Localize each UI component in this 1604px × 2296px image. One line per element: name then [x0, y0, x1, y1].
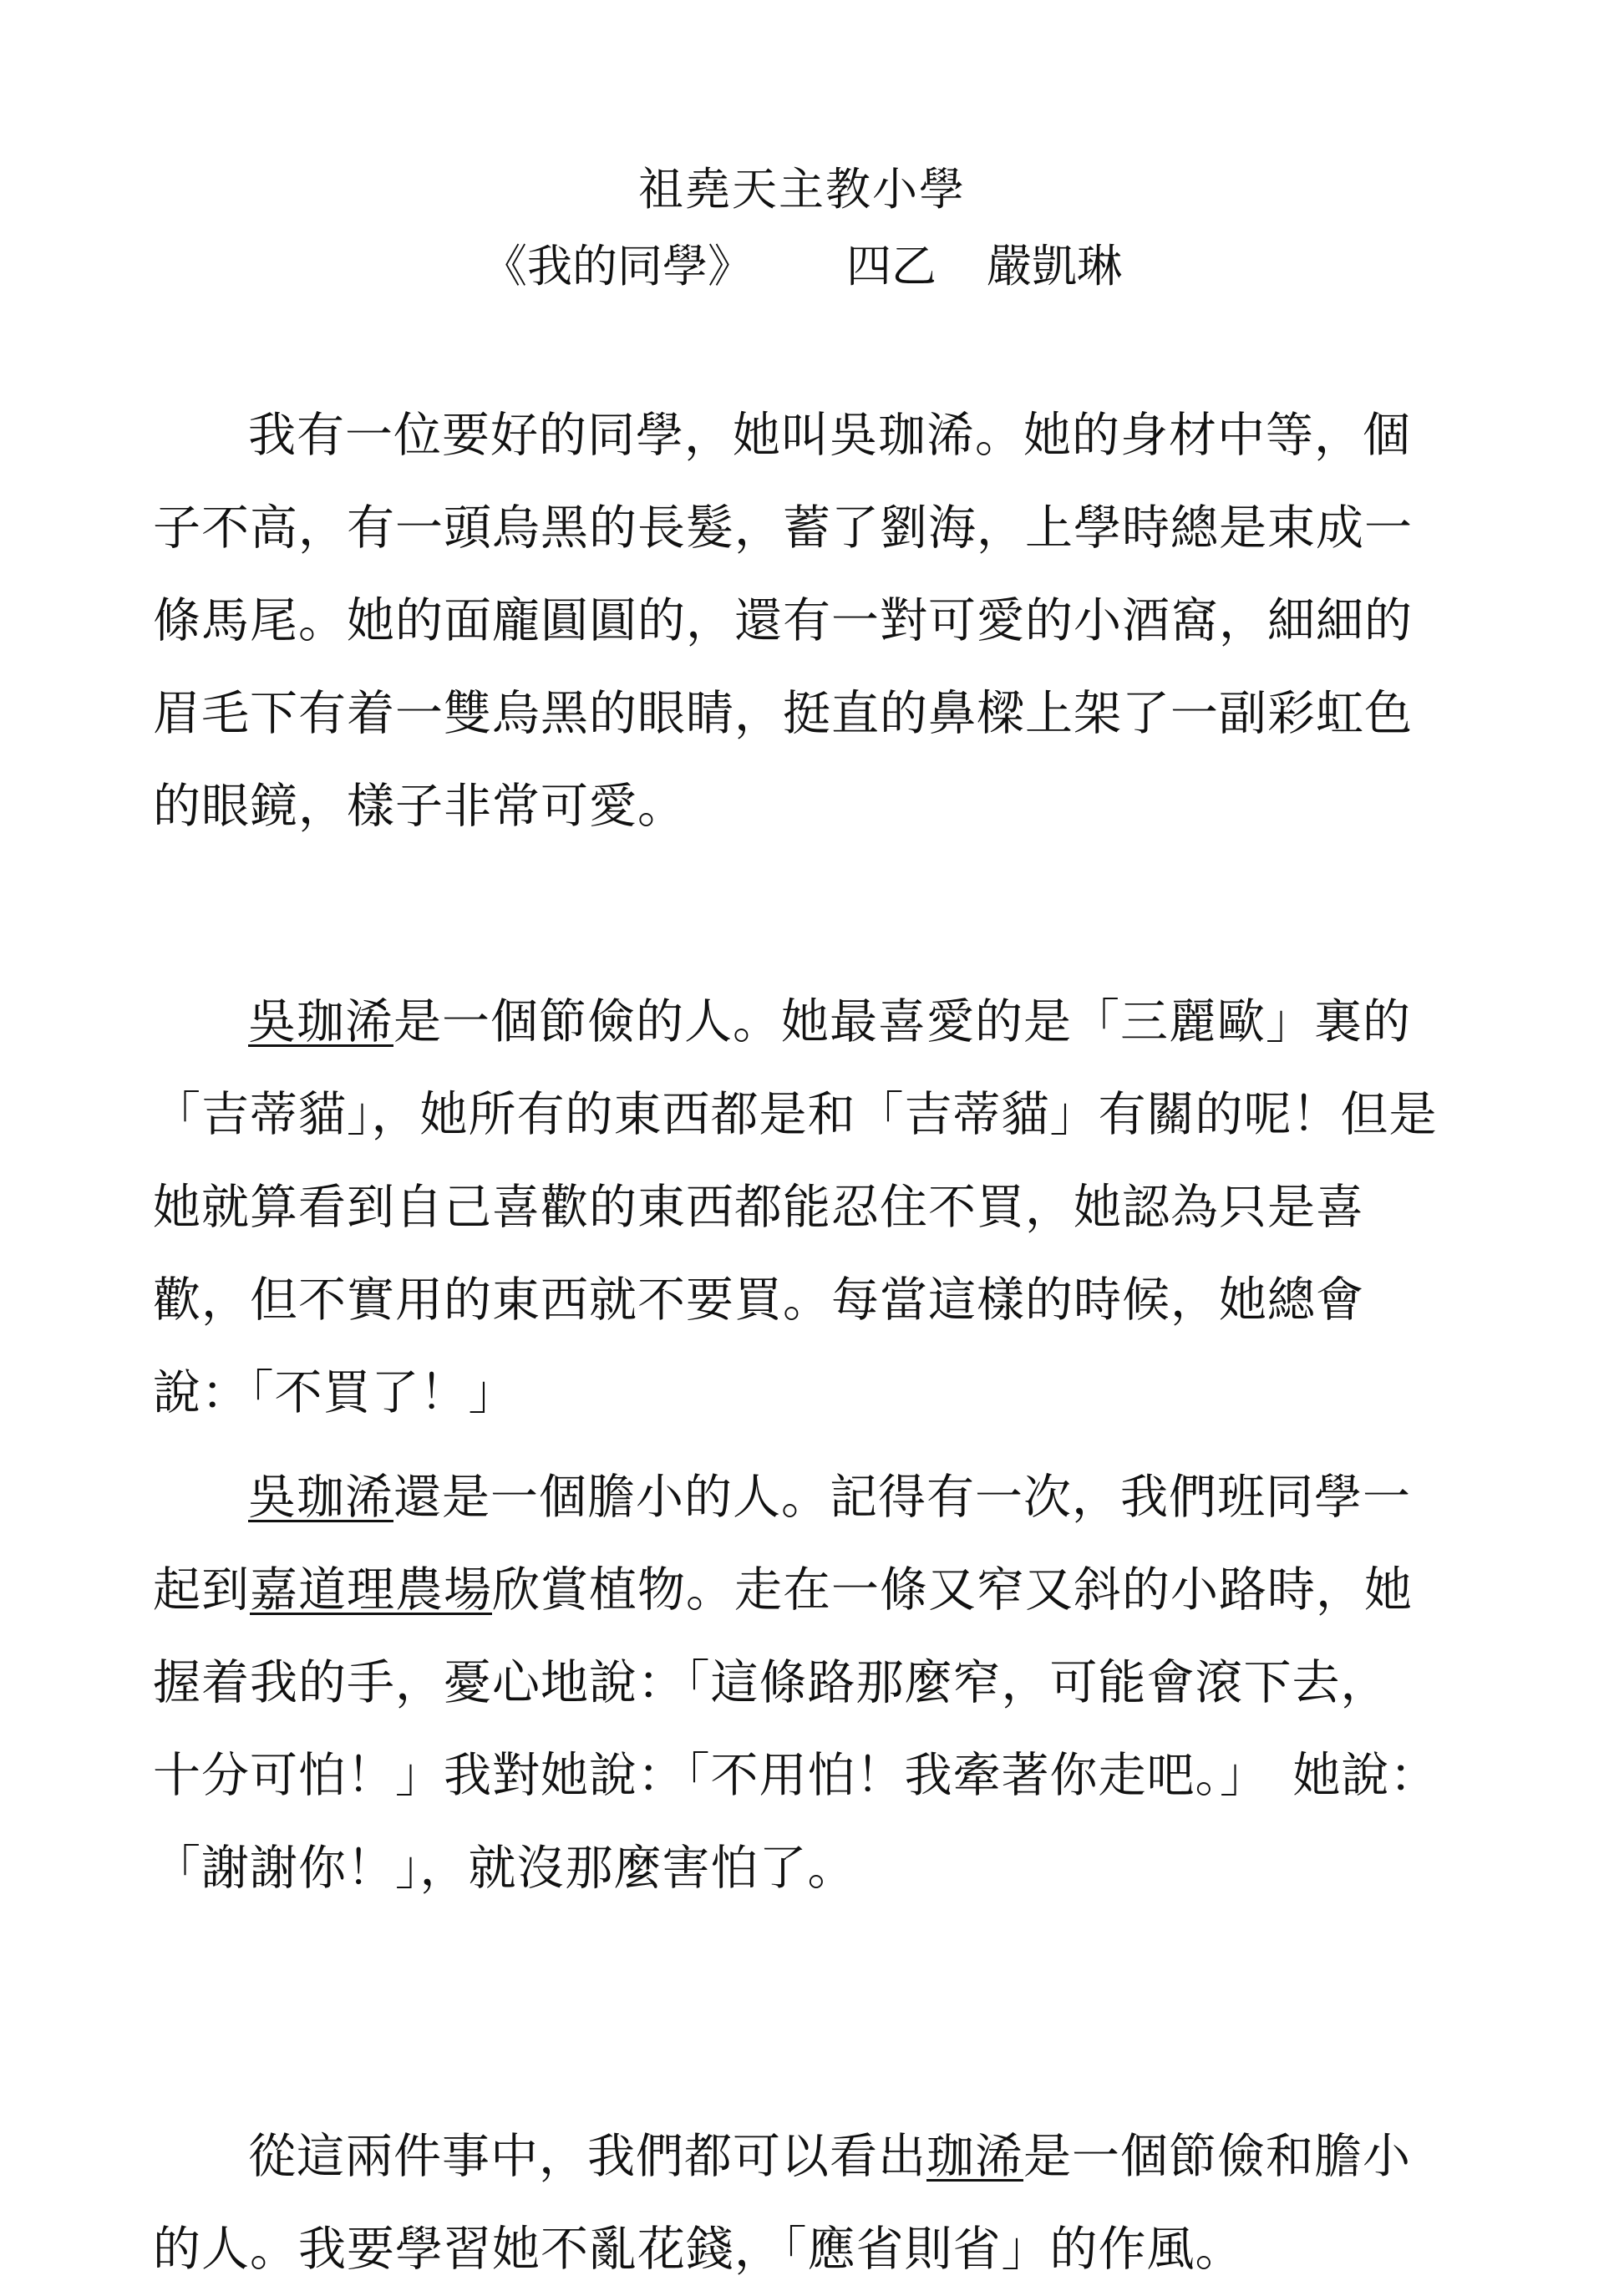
essay-title: 《我的同學》	[482, 240, 753, 292]
underlined-name: 吳珈浠	[248, 994, 393, 1049]
author-name: 嚴凱琳	[987, 240, 1122, 292]
document-header	[0, 163, 1604, 293]
paragraph-4-text: 從這兩件事中，我們都可以看出	[248, 2129, 926, 2184]
paragraph-3	[153, 1451, 1456, 1915]
underlined-name: 珈浠	[926, 2129, 1023, 2184]
paragraph-1: 我有一位要好的同學，她叫吳珈浠。她的身材中等，個子不高，有一頭烏黑的長髮，蓄了劉海，上學時總是束成一條馬尾。她的面龐圓圓的，還有一對可愛的小酒窩，細細的眉毛下有着一雙烏黑的眼睛，挺直的鼻樑上架了一副彩虹色的眼鏡，樣子非常可愛。	[153, 408, 1413, 834]
paragraph-3-text-rest: 欣賞植物。走在一條又窄又斜的小路時，她握着我的手，憂心地說：「這條路那麼窄，可能會滾下去， 十分可怕！」我對她說：「不用怕！我牽著你走吧。」 她說：「謝謝你！」，就沒那麼害怕了。	[153, 1562, 1439, 1896]
underlined-name: 吳珈浠	[248, 1470, 393, 1525]
essay-heading	[0, 240, 1604, 293]
paragraph-3-text: 還是一個膽小的人。記得有一次，我們班同學一起到	[153, 1470, 1411, 1618]
paragraph-2	[153, 976, 1456, 1440]
class-name: 四乙	[846, 240, 937, 292]
paragraph-4-text-rest: 是一個節儉和膽小的人。我要學習她不亂花錢，「應省則省」的作風。	[153, 2129, 1411, 2277]
paragraph-2-text: 是一個節儉的人。她最喜愛的是「三麗歐」裏的「吉蒂貓」，她所有的東西都是和「吉蒂貓」有關的呢！但是她就算看到自己喜歡的東西都能忍住不買，她認為只是喜歡，但不實用的東西就不要買。每當這樣的時候，她總會說：「不買了！」	[153, 994, 1438, 1420]
underlined-place: 嘉道理農場	[250, 1562, 492, 1618]
school-name: 祖堯天主教小學	[638, 163, 966, 216]
